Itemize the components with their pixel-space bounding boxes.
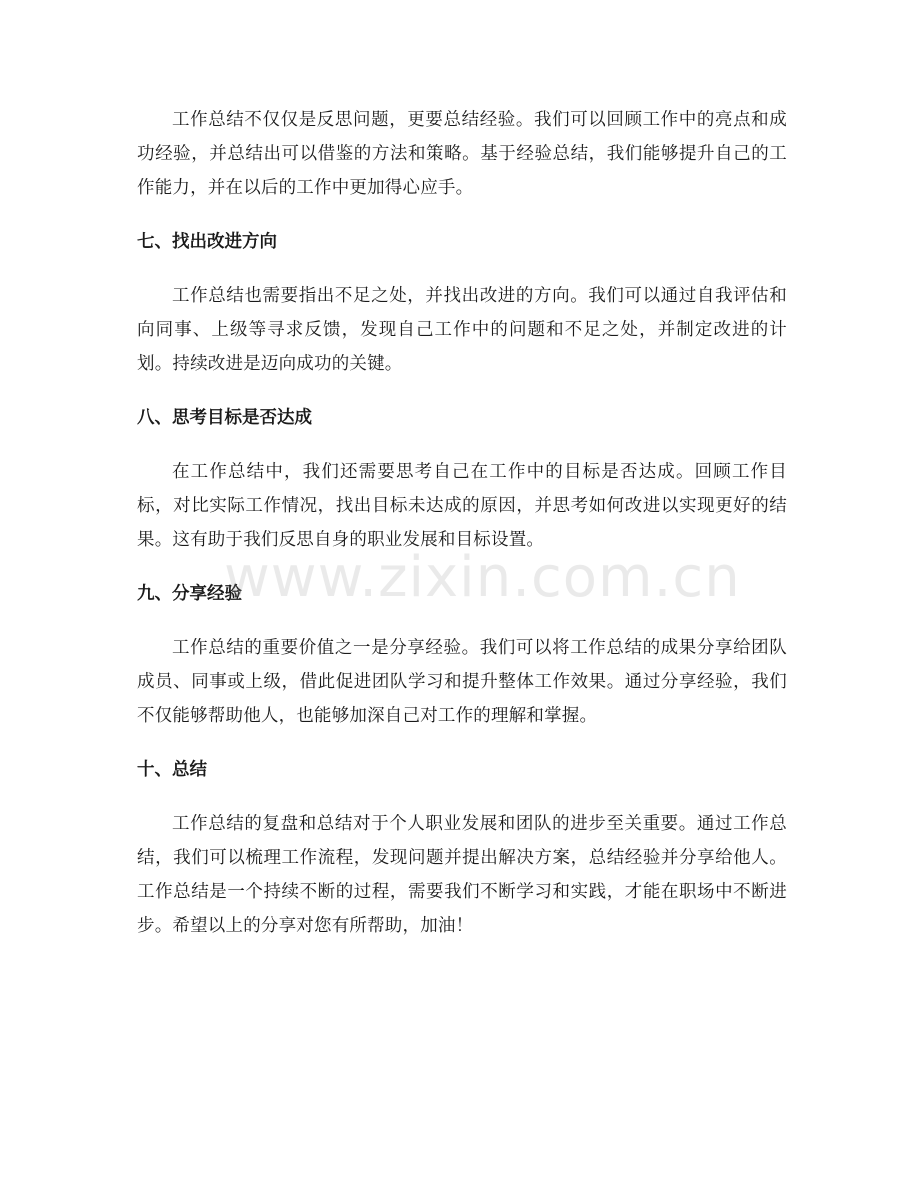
paragraph-experience: 工作总结不仅仅是反思问题，更要总结经验。我们可以回顾工作中的亮点和成功经验，并总结出可以借鉴的方法和策略。基于经验总结，我们能够提升自己的工作能力，并在以后的工作中更加得心应手。 [137, 110, 787, 198]
paragraph-section-8: 在工作总结中，我们还需要思考自己在工作中的目标是否达成。回顾工作目标，对比实际工作情况，找出目标未达成的原因，并思考如何改进以实现更好的结果。这有助于我们反思自身的职业发展和目标设置。 [137, 462, 787, 550]
watermark: www.zixin.com.cn [224, 545, 741, 610]
heading-section-10: 十、总结 [137, 760, 207, 780]
heading-section-9: 九、分享经验 [137, 584, 242, 604]
heading-section-7: 七、找出改进方向 [137, 232, 277, 252]
heading-section-8: 八、思考目标是否达成 [137, 408, 312, 428]
document-body [137, 103, 787, 943]
paragraph-section-7: 工作总结也需要指出不足之处，并找出改进的方向。我们可以通过自我评估和向同事、上级等寻求反馈，发现自己工作中的问题和不足之处，并制定改进的计划。持续改进是迈向成功的关键。 [137, 286, 787, 374]
paragraph-section-9: 工作总结的重要价值之一是分享经验。我们可以将工作总结的成果分享给团队成员、同事或上级，借此促进团队学习和提升整体工作效果。通过分享经验，我们不仅能够帮助他人，也能够加深自己对工作的理解和掌握。 [137, 638, 787, 726]
paragraph-section-10: 工作总结的复盘和总结对于个人职业发展和团队的进步至关重要。通过工作总结，我们可以梳理工作流程，发现问题并提出解决方案，总结经验并分享给他人。工作总结是一个持续不断的过程，需要我们不断学习和实践，才能在职场中不断进步。希望以上的分享对您有所帮助，加油！ [137, 814, 787, 936]
